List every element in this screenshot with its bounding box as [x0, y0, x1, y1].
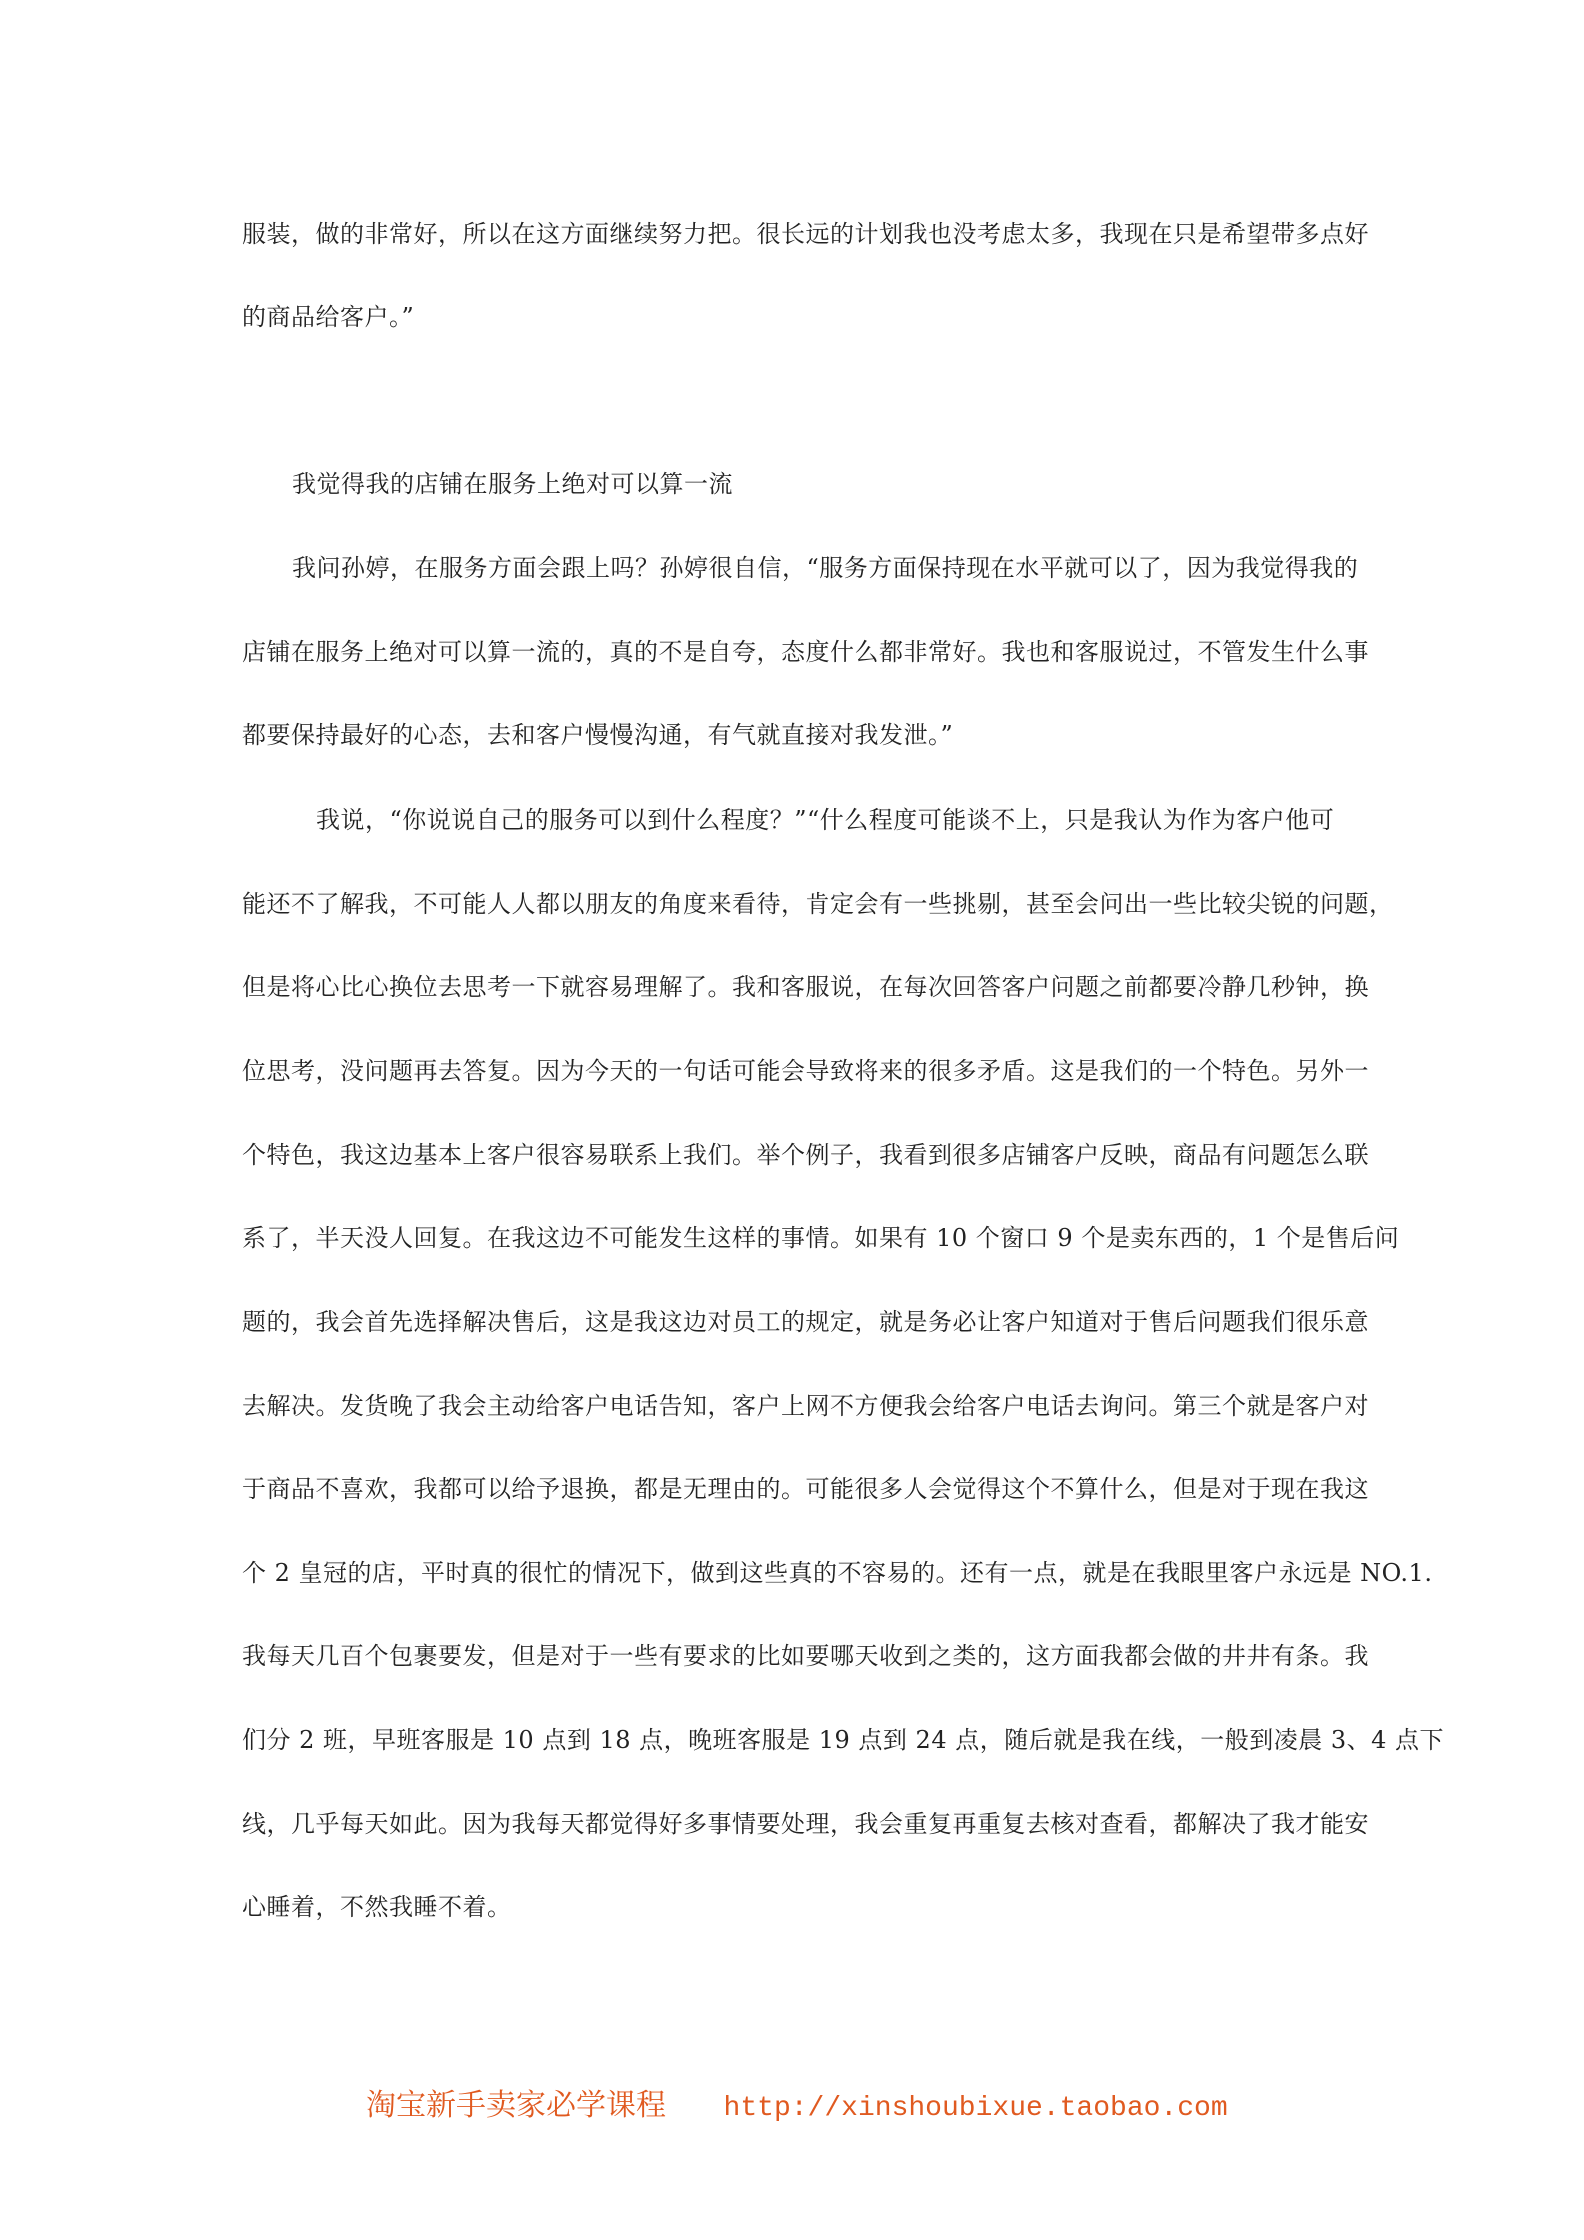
body-text-line: 都要保持最好的心态，去和客户慢慢沟通，有气就直接对我发泄。” — [242, 721, 954, 749]
section-heading: 我觉得我的店铺在服务上绝对可以算一流 — [292, 470, 733, 498]
body-text-line: 们分 2 班，早班客服是 10 点到 18 点，晚班客服是 19 点到 24 点，随后就是我在线，一般到凌晨 3、4 点下 — [242, 1726, 1445, 1754]
body-text-line: 服装，做的非常好，所以在这方面继续努力把。很长远的计划我也没考虑太多，我现在只是希望带多点好 — [242, 220, 1369, 248]
body-text-line: 位思考，没问题再去答复。因为今天的一句话可能会导致将来的很多矛盾。这是我们的一个特色。另外一 — [242, 1057, 1369, 1085]
body-text-line: 店铺在服务上绝对可以算一流的，真的不是自夸，态度什么都非常好。我也和客服说过，不管发生什么事 — [242, 638, 1369, 666]
body-text-line: 线，几乎每天如此。因为我每天都觉得好多事情要处理，我会重复再重复去核对查看，都解决了我才能安 — [242, 1810, 1369, 1838]
body-text-line: 心睡着，不然我睡不着。 — [242, 1893, 512, 1921]
body-text-line: 我问孙婷，在服务方面会跟上吗？孙婷很自信，“服务方面保持现在水平就可以了，因为我觉得我的 — [292, 554, 1359, 582]
body-text-line: 个特色，我这边基本上客户很容易联系上我们。举个例子，我看到很多店铺客户反映，商品有问题怎么联 — [242, 1141, 1369, 1169]
body-text-line: 去解决。发货晚了我会主动给客户电话告知，客户上网不方便我会给客户电话去询问。第三个就是客户对 — [242, 1392, 1369, 1420]
page-footer — [366, 2086, 1228, 2129]
body-text-line: 个 2 皇冠的店，平时真的很忙的情况下，做到这些真的不容易的。还有一点，就是在我眼里客户永远是 NO.1. — [242, 1559, 1433, 1587]
footer-shop-link[interactable]: http://xinshoubixue.taobao.com — [723, 2093, 1228, 2124]
body-text-line: 的商品给客户。” — [242, 303, 415, 331]
body-text-line: 我每天几百个包裹要发，但是对于一些有要求的比如要哪天收到之类的，这方面我都会做的井井有条。我 — [242, 1642, 1369, 1670]
body-text-line: 我说，“你说说自己的服务可以到什么程度？”“什么程度可能谈不上，只是我认为作为客户他可 — [316, 806, 1335, 834]
footer-course-title: 淘宝新手卖家必学课程 — [366, 2088, 666, 2123]
body-text-line: 系了，半天没人回复。在我这边不可能发生这样的事情。如果有 10 个窗口 9 个是卖东西的，1 个是售后问 — [242, 1224, 1400, 1252]
body-text-line: 能还不了解我，不可能人人都以朋友的角度来看待，肯定会有一些挑剔，甚至会问出一些比较尖锐的问题， — [242, 890, 1394, 918]
body-text-line: 于商品不喜欢，我都可以给予退换，都是无理由的。可能很多人会觉得这个不算什么，但是对于现在我这 — [242, 1475, 1369, 1503]
body-text-line: 题的，我会首先选择解决售后，这是我这边对员工的规定，就是务必让客户知道对于售后问题我们很乐意 — [242, 1308, 1369, 1336]
body-text-line: 但是将心比心换位去思考一下就容易理解了。我和客服说，在每次回答客户问题之前都要冷静几秒钟，换 — [242, 973, 1369, 1001]
